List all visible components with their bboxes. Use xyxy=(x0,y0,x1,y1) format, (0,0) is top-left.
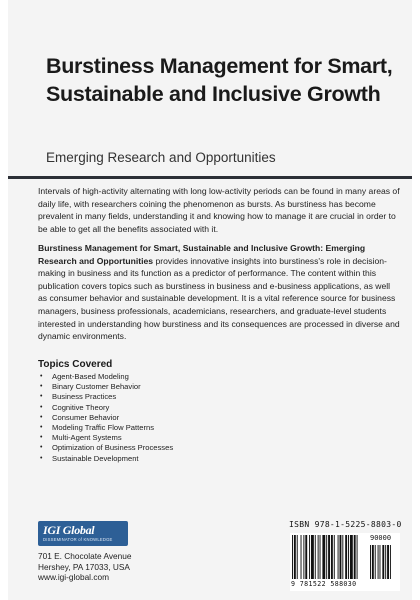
publisher-tagline: DISSEMINATOR of KNOWLEDGE xyxy=(43,537,113,542)
description-body: provides innovative insights into burstiness's role in decision-making in business and its function as a predictor of performance. The content within this publication covers topics such as burstiness in business and e-business applications, as well as consumer behavior and sustainable development. It is a vital reference source for business managers, business professionals, academicians, researchers, and graduate-level students interested in understanding how burstiness and its consequences are processed in diverse and dynamic environments. xyxy=(38,255,400,342)
topic-label: Cognitive Theory xyxy=(52,402,110,412)
barcode-bar xyxy=(292,535,293,579)
barcode-bar xyxy=(334,535,335,579)
list-item xyxy=(38,433,338,443)
list-item xyxy=(38,454,338,464)
barcode-number: 9 781522 588030 xyxy=(291,580,357,588)
header-divider xyxy=(8,176,412,179)
bullet-icon: • xyxy=(40,413,43,421)
book-title: Burstiness Management for Smart, Sustainable and Inclusive Growth xyxy=(46,54,393,106)
barcode-bar xyxy=(301,535,302,579)
list-item xyxy=(38,413,338,423)
barcode-bar xyxy=(331,535,333,579)
barcode-bar xyxy=(303,535,304,579)
topic-label: Optimization of Business Processes xyxy=(52,443,174,453)
barcode-bar xyxy=(338,535,339,579)
book-back-cover xyxy=(8,0,412,600)
bullet-icon: • xyxy=(40,444,43,452)
isbn-label: ISBN 978-1-5225-8803-0 xyxy=(289,520,402,529)
topics-heading: Topics Covered xyxy=(38,359,113,370)
bullet-icon: • xyxy=(40,434,43,442)
topic-label: Binary Customer Behavior xyxy=(52,382,141,392)
barcode-bar xyxy=(294,535,296,579)
barcode-addon-bar xyxy=(375,545,376,579)
address-street: 701 E. Chocolate Avenue xyxy=(38,551,132,561)
barcode-bar xyxy=(322,535,325,579)
publisher-address xyxy=(38,551,132,583)
barcode-addon-bar xyxy=(390,545,391,579)
bullet-icon: • xyxy=(40,373,43,380)
publisher-logo-text: IGI Global xyxy=(43,523,95,537)
barcode-addon-bar xyxy=(385,545,386,579)
barcode-bar xyxy=(311,535,314,579)
barcode-bar xyxy=(357,535,358,579)
barcode-addon-bar xyxy=(387,545,389,579)
topic-label: Consumer Behavior xyxy=(52,412,120,422)
barcode-bar xyxy=(320,535,321,579)
barcode-bar xyxy=(318,535,319,579)
barcode-bar xyxy=(326,535,327,579)
list-item xyxy=(38,382,338,392)
barcode-price-code: 90000 xyxy=(370,534,392,542)
barcode-addon-bar xyxy=(372,545,374,579)
topic-label: Agent-Based Modeling xyxy=(52,372,129,381)
list-item xyxy=(38,392,338,402)
barcode-addon-bar xyxy=(370,545,371,579)
bullet-icon: • xyxy=(40,424,43,432)
bullet-icon: • xyxy=(40,383,43,391)
topic-label: Multi-Agent Systems xyxy=(52,433,122,443)
description-paragraph-2 xyxy=(38,242,400,343)
barcode-bar xyxy=(350,535,353,579)
list-item xyxy=(38,443,338,453)
barcode-addon-bar xyxy=(382,545,384,579)
bullet-icon: • xyxy=(40,454,43,462)
barcode-bar xyxy=(305,535,307,579)
barcode-addon-bar xyxy=(380,545,381,579)
barcode-bar xyxy=(328,535,330,579)
barcode-bar xyxy=(354,535,356,579)
publisher-logo xyxy=(38,521,128,546)
list-item xyxy=(38,423,338,433)
barcode-bar xyxy=(309,535,310,579)
topics-list xyxy=(38,372,338,464)
barcode-bar xyxy=(297,535,298,579)
barcode-bar xyxy=(348,535,349,579)
topic-label: Sustainable Development xyxy=(52,453,139,463)
address-city: Hershey, PA 17033, USA xyxy=(38,561,130,572)
description-book-title: Burstiness Management for Smart, Sustainable and Inclusive Growth: Emerging Research and Opportunities xyxy=(38,243,366,266)
description-paragraph-1: Intervals of high-activity alternating with long low-activity periods can be found in many areas of daily life, with researchers coining the phenomenon as bursts. As burstiness has become prevalent in many fields, understanding it and knowing how to manage it are crucial in order to be able to get all the benefits associated with it. xyxy=(38,186,400,234)
barcode-bar xyxy=(315,535,316,579)
topic-label: Modeling Traffic Flow Patterns xyxy=(52,423,154,433)
publisher-website: www.igi-global.com xyxy=(38,572,110,582)
list-item xyxy=(38,403,338,413)
list-item xyxy=(38,372,338,382)
bullet-icon: • xyxy=(40,403,43,411)
book-subtitle: Emerging Research and Opportunities xyxy=(46,150,276,165)
topic-label: Business Practices xyxy=(52,392,117,402)
barcode-bar xyxy=(342,535,343,579)
barcode-bar xyxy=(340,535,342,579)
barcode-bar xyxy=(345,535,347,579)
bullet-icon: • xyxy=(40,393,43,401)
barcode-addon-bar xyxy=(378,545,379,579)
